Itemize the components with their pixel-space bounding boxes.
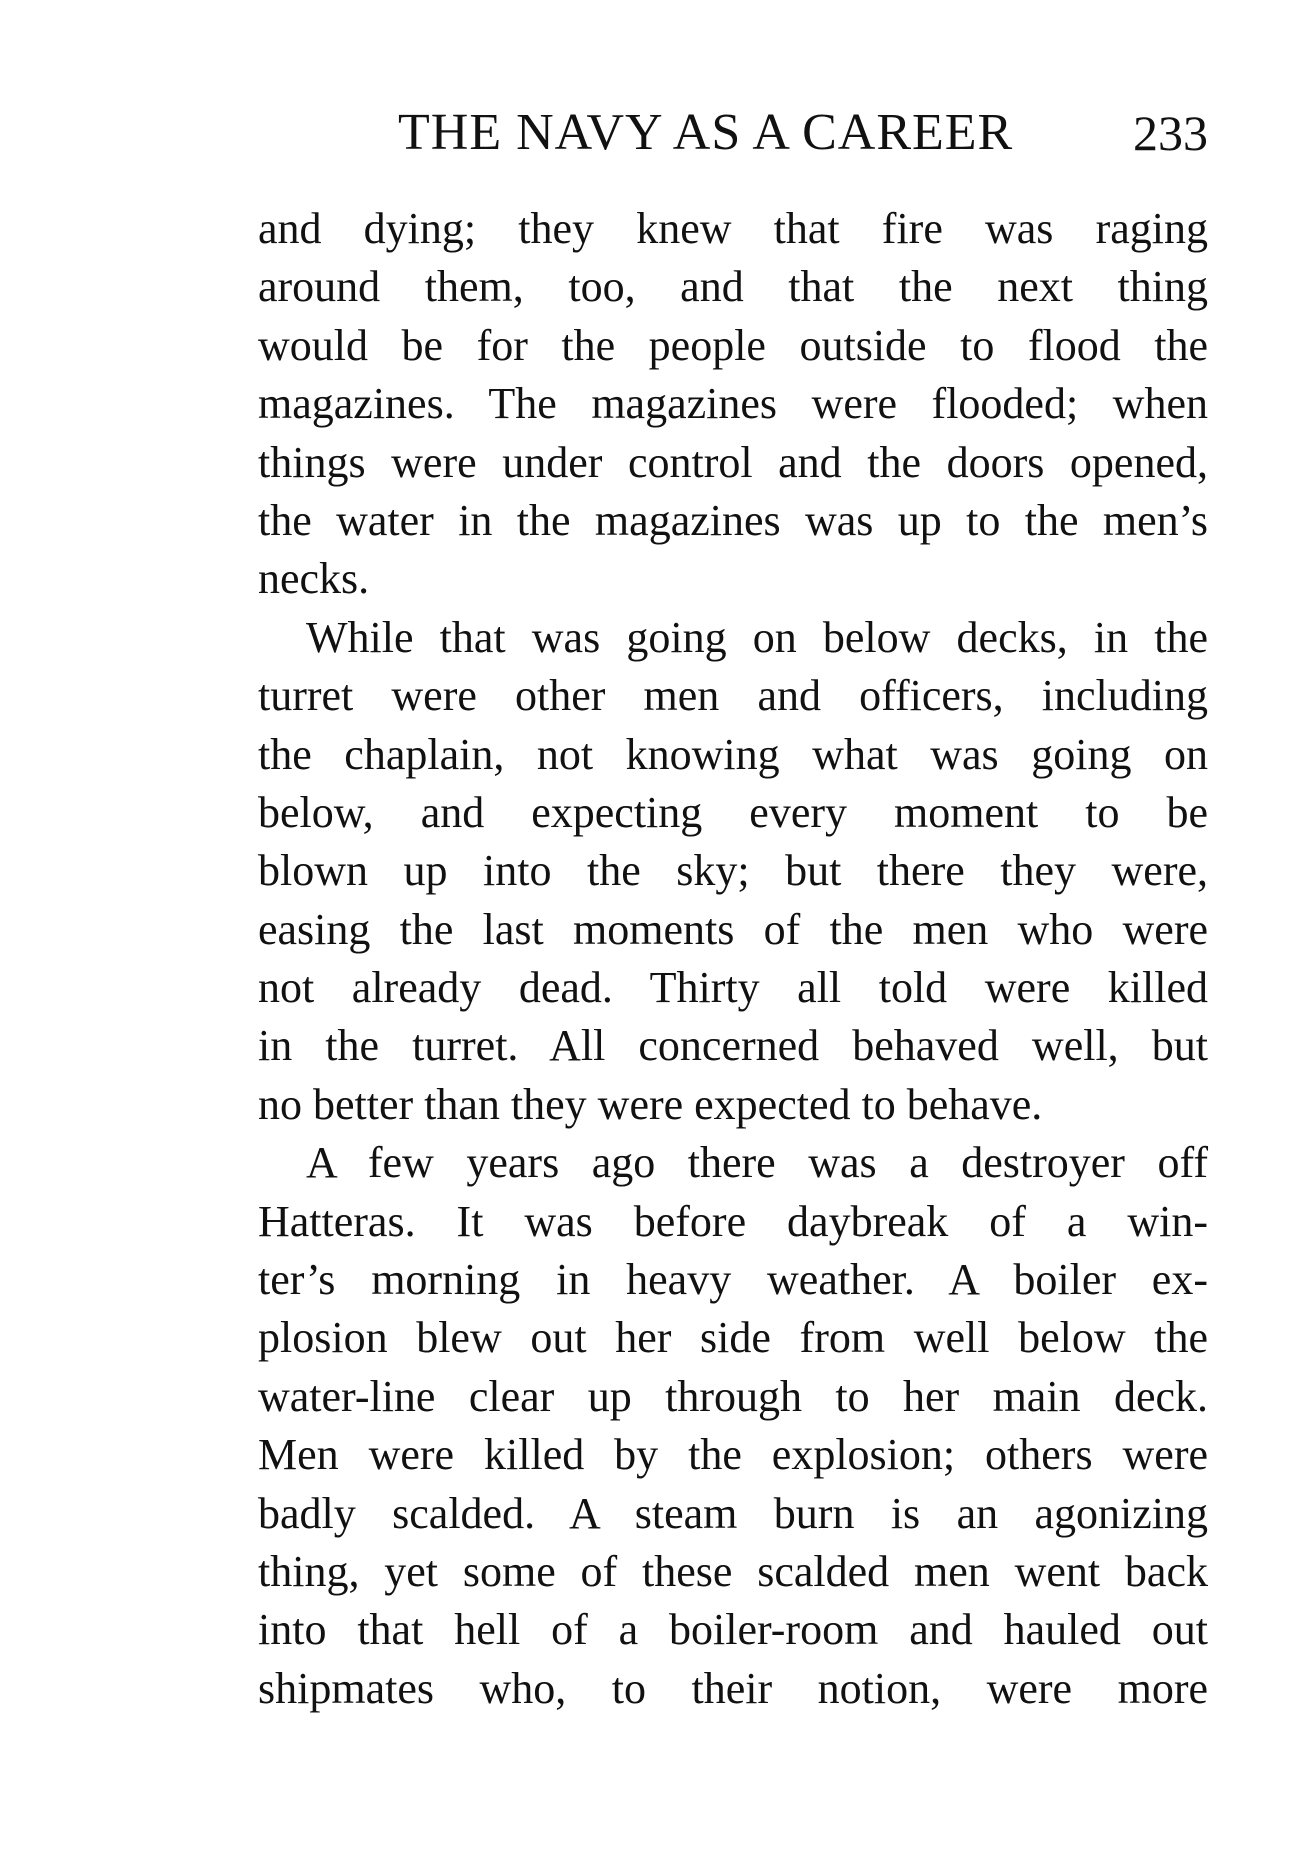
text-line: badly scalded. A steam burn is an agonizing xyxy=(258,1488,1208,1538)
text-line: would be for the people outside to flood the xyxy=(258,320,1208,370)
text-line: not already dead. Thirty all told were killed xyxy=(258,963,1208,1013)
text-line: and dying; they knew that fire was raging xyxy=(258,204,1208,253)
text-line: below, and expecting every moment to be xyxy=(258,787,1208,837)
text-line: shipmates who, to their notion, were more xyxy=(258,1663,1208,1713)
text-line: in the turret. All concerned behaved well, but xyxy=(258,1021,1208,1071)
running-title: THE NAVY AS A CAREER xyxy=(398,104,1014,161)
text-line: While that was going on below decks, in the xyxy=(306,612,1208,662)
running-head xyxy=(258,98,1208,168)
text-line: blown up into the sky; but there they were, xyxy=(258,846,1208,896)
text-line: around them, too, and that the next thing xyxy=(258,262,1208,312)
text-line: no better than they were expected to behave. xyxy=(258,1079,1043,1129)
text-line: Men were killed by the explosion; others were xyxy=(258,1430,1208,1480)
text-line: Hatteras. It was before daybreak of a win- xyxy=(258,1196,1208,1246)
text-line: easing the last moments of the men who were xyxy=(258,904,1208,954)
paragraph-3 xyxy=(258,1134,1208,1718)
text-line: turret were other men and officers, including xyxy=(258,671,1208,721)
text-line: things were under control and the doors opened, xyxy=(258,437,1208,487)
paragraph-1 xyxy=(258,200,1208,609)
text-line: A few years ago there was a destroyer off xyxy=(306,1138,1208,1188)
text-line: water-line clear up through to her main deck. xyxy=(258,1371,1208,1421)
page-number: 233 xyxy=(1133,105,1208,161)
text-line: the chaplain, not knowing what was going on xyxy=(258,729,1208,779)
text-line: necks. xyxy=(258,554,370,604)
text-line: ter’s morning in heavy weather. A boiler ex- xyxy=(258,1255,1208,1305)
text-line: the water in the magazines was up to the men’s xyxy=(258,495,1208,545)
paragraph-2 xyxy=(258,609,1208,1135)
text-line: into that hell of a boiler-room and hauled out xyxy=(258,1605,1208,1655)
text-line: plosion blew out her side from well below the xyxy=(258,1313,1208,1363)
text-line: magazines. The magazines were flooded; when xyxy=(258,379,1208,429)
body-text xyxy=(258,200,1208,1718)
text-line: thing, yet some of these scalded men went back xyxy=(258,1546,1208,1596)
